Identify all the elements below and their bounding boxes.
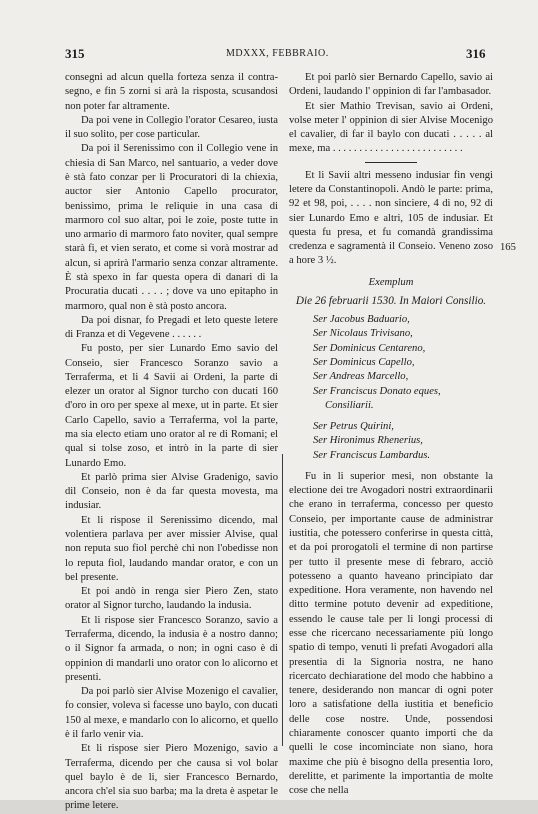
paragraph: Da poi disnar, fo Pregadi et leto queste letere di Franza et di Vegevene . . . . . . [65,314,278,341]
paragraph: Et parlò prima sier Alvise Gradenigo, savio dil Conseio, non è da far questa movesta, ma indusiar. [65,471,278,512]
signer-name: Ser Hironimus Rhenerius, [313,435,423,447]
paragraph: Fu in li superior mesi, non obstante la electione dei tre Avogadori nostri extraordinarii che erano in terraferma, concesso per questo Conseio, per importante cause de administrar iustitia, che potessero conferirse in questa città, et da poi prorogatoli el termine di non partirse per tutto il presente mese di febraro, acciò potesseno a quanto haveano principiato dar expeditione. Hora veramente, non havendo nel ditto termine potuto devenir ad expeditione, essendo le cause tale per li longi processi di esse che ricercano necessariamente più longo spatio di tempo, venuti li prefati Avogadori alla presentia di la Signoria nostra, ne hano ricercato dechiaratione del modo che habbino a tenere, desiderando non mancar di ogni poter loro a satisfatione della iustitia et beneficio delle cose nostre. Unde, possendosi chiaramente conoscer quanto importi che da quelli le cose incominciate non siano, hora maxime che più è bisogno della presentia loro, derelitte, et parimente la importantia de molte cose che nella [289,470,493,797]
running-head: MDXXX, FEBBRAIO. [226,48,329,59]
left-column [65,71,278,814]
paragraph: Da poi il Serenissimo con il Collegio vene in chiesia di San Marco, nel santuario, a veder dove è stà fato conzar per li Procuratori di la chiexia, auctor sier Antonio Capello procurator, benissimo, prima le reliquie in una casa di marmoro col suo altar, poi le zoie, poste tutte in uno armario di marmoro fato noviter, qual sempre starà fi, et vien serato, et come si vorà mostrar ad alcun, si aprirà l'armario senza conzar altramente. È stà spexo in far questa opera di danari di la Procuratia ducati . . . . ; dove va uno epitapho in marmoro, qual non è stà posto ancora. [65,143,278,312]
signer-name: Ser Franciscus Donato eques, [313,385,441,397]
signer-name: Ser Dominicus Centareno, [313,342,426,354]
paragraph: Fu posto, per sier Lunardo Emo savio del Conseio, sier Francesco Soranzo savio a Terraferma, et li 4 Savii ai Ordeni, la parte di elezer un orator al Signor turcho con ducati 160 d'oro in oro per spexe al mexe, ut in parte. Et sier Carlo Capello, savio a Terraferma, vol la parte, ma sia electo etiam uno orator al re di Romani; el qual si tolse zoso, et intrò in la parte di sier Lunardo Emo. [65,343,278,469]
signer-name: Ser Nicolaus Trivisano, [313,328,413,340]
document-title: Die 26 februarii 1530. In Maiori Consilio. [295,294,487,307]
margin-number: 165 [500,242,516,253]
paragraph: Et poi andò in renga sier Piero Zen, stato orator al Signor turcho, laudando la indusia. [65,586,278,612]
right-page-number: 316 [466,46,486,61]
paragraph: Et li Savii altri messeno indusiar fin vengi letere da Constantinopoli. Andò le parte: prima, 92 et 98, poi, . . . . non sinciere, 4 di no, 92 di sier Lunardo Emo e altri, 105 de indusiar. Et questa fu presa, et fu comandà grandissima credenza e sagramentà il Conseio. Veneno zoso a hore 3 ½. [289,169,493,267]
separator-rule [365,162,417,163]
paragraph: consegni ad alcun quella forteza senza il contra-segno, e fin 5 zorni si arà la risposta, scusandosi non poter far altramente. [65,72,278,112]
paragraph: Et li rispose sier Francesco Soranzo, savio a Terraferma, dicendo, la indusia è a nostro danno; o il Signor fa armada, o non; in ogni caso è di oppinion di mandarli uno orator con lo alicorno et presenti. [65,614,278,683]
signer-name: Ser Petrus Quirini, [313,421,394,433]
paragraph: Et poi parlò sier Bernardo Capello, savio ai Ordeni, laudando l' oppinion di far l'ambasador. [289,72,493,98]
paragraph: Et sier Mathio Trevisan, savio ai Ordeni, volse meter l' oppinion di sier Alvise Mocenigo el cavalier, di far il baylo con ducati . . . . . al mexe, ma . . . . . . . . . . . . . . . . . . . . . . . . . [289,100,493,155]
column-divider [282,454,283,746]
paragraph: Da poi parlò sier Alvise Mozenigo el cavalier, fo consier, voleva si facesse uno baylo, con ducati 150 al mexe, e mandarlo con lo alicorno, et quello è il farlo venir via. [65,686,278,740]
signer-name: Ser Dominicus Capello, [313,357,415,369]
signer-name: Ser Franciscus Lambardus. [313,449,431,461]
signer-role: Consiliarii. [325,399,374,411]
left-page-number: 315 [65,46,85,61]
signers-list-avogadori [289,420,493,463]
right-column [289,71,493,798]
signer-name: Ser Andreas Marcello, [313,371,409,383]
signer-name: Ser Jacobus Baduario, [313,314,410,326]
exemplum-heading: Exemplum [368,276,414,288]
paragraph: Et li rispose sier Piero Mozenigo, savio a Terraferma, dicendo per che causa si vol bolar quel baylo è de li, sier Francesco Bernardo, ancora ch'el sia suo barba; ma la dreta è aspetar le prime letere. [65,743,278,812]
paragraph: Da poi vene in Collegio l'orator Cesareo, iusta il suo solito, per cose particular. [65,114,278,141]
paragraph: Et li rispose il Serenissimo dicendo, mal volentiera parlava per aver missier Alvise, qual non reputa suo fiol perchè chi non l'obedisse non lo reputa fiol, laudando mandar orator, e con un bel presente. [65,514,278,583]
signers-list-consiliarii [289,313,493,413]
